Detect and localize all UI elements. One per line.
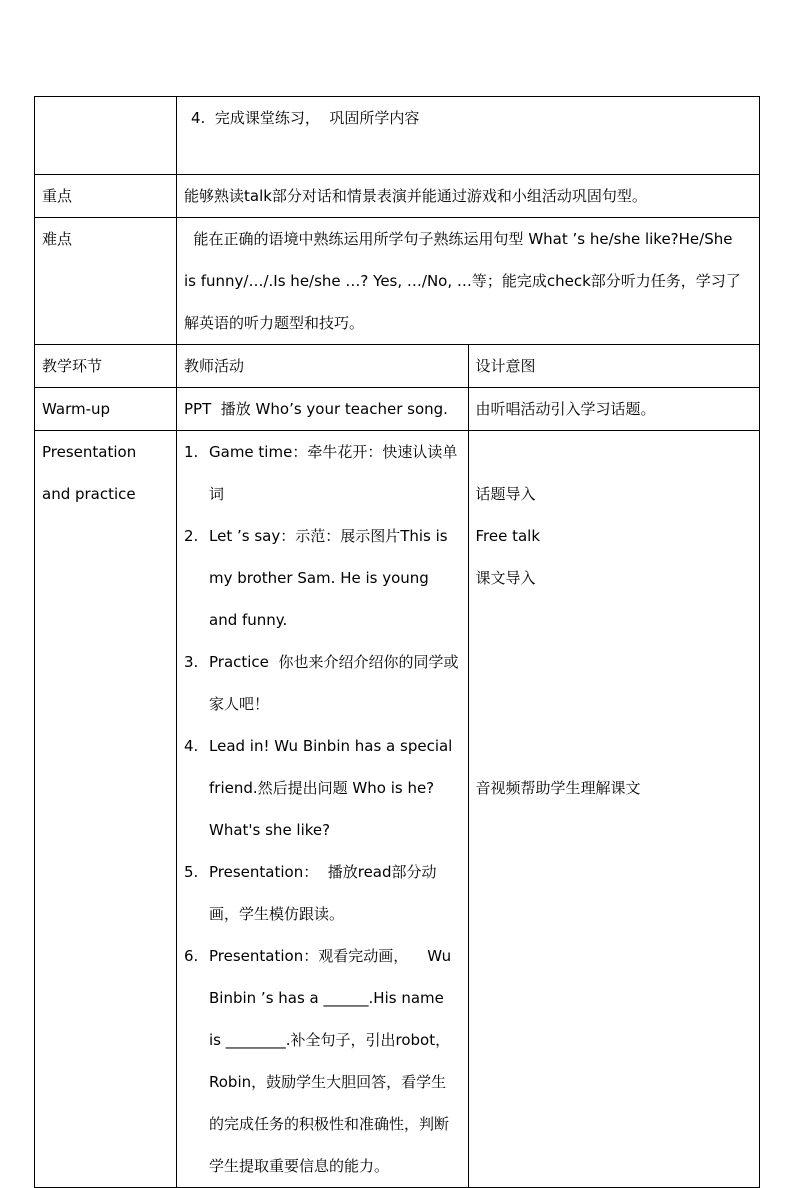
table-row — [35, 218, 760, 345]
header-teacher-activity: 教师活动 — [177, 345, 469, 388]
intent-av-help: 音视频帮助学生理解课文 — [475, 779, 641, 797]
lesson-plan-table — [34, 96, 760, 1188]
intent-topic-intro: 话题导入 — [475, 485, 536, 503]
table-row — [35, 388, 760, 431]
list-item: 3. Practice 你也来介绍介绍你的同学或家人吧！ — [184, 653, 459, 713]
header-design-intent: 设计意图 — [468, 345, 760, 388]
table-header-row — [35, 345, 760, 388]
empty-cell — [35, 97, 177, 175]
table-row — [35, 175, 760, 218]
key-point-label: 重点 — [35, 175, 177, 218]
difficulty-label: 难点 — [35, 218, 177, 345]
table-row — [35, 97, 760, 175]
warmup-intent: 由听唱活动引入学习话题。 — [468, 388, 760, 431]
intent-free-talk: Free talk — [475, 527, 541, 545]
list-item: 5. Presentation： 播放read部分动画，学生模仿跟读。 — [184, 863, 437, 923]
presentation-label: Presentation and practice — [35, 431, 177, 1188]
warmup-label: Warm-up — [35, 388, 177, 431]
difficulty-text: 能在正确的语境中熟练运用所学句子熟练运用句型 What ’s he/she like?He/She is funny/…/.Is he/she …? Yes, …/No, …等；能完成check部分听力任务，学习了解英语的听力题型和技巧。 — [177, 218, 760, 345]
list-item: 4. Lead in! Wu Binbin has a special friend.然后提出问题 Who is he? What's she like? — [184, 737, 458, 839]
list-item: 6. Presentation：观看完动画， Wu Binbin ’s has a ______.His name is ________.补全句子，引出robot， Robin，鼓励学生大胆回答，看学生的完成任务的积极性和准确性，判断学生提取重要信息的能力。 — [184, 947, 465, 1175]
key-point-text: 能够熟读talk部分对话和情景表演并能通过游戏和小组活动巩固句型。 — [177, 175, 760, 218]
list-item: 2. Let ’s say：示范：展示图片This is my brother Sam. He is young and funny. — [184, 527, 453, 629]
table-row — [35, 431, 760, 1188]
header-stage: 教学环节 — [35, 345, 177, 388]
intent-text-intro: 课文导入 — [475, 569, 536, 587]
warmup-activity: PPT 播放 Who’s your teacher song. — [177, 388, 469, 431]
presentation-activities — [177, 431, 469, 1188]
objective-cell — [177, 97, 760, 175]
presentation-intents — [468, 431, 760, 1188]
list-item: 1. Game time：牵牛花开：快速认读单词 — [184, 443, 458, 503]
objective-item-4: 4. 完成课堂练习， 巩固所学内容 — [191, 109, 420, 127]
